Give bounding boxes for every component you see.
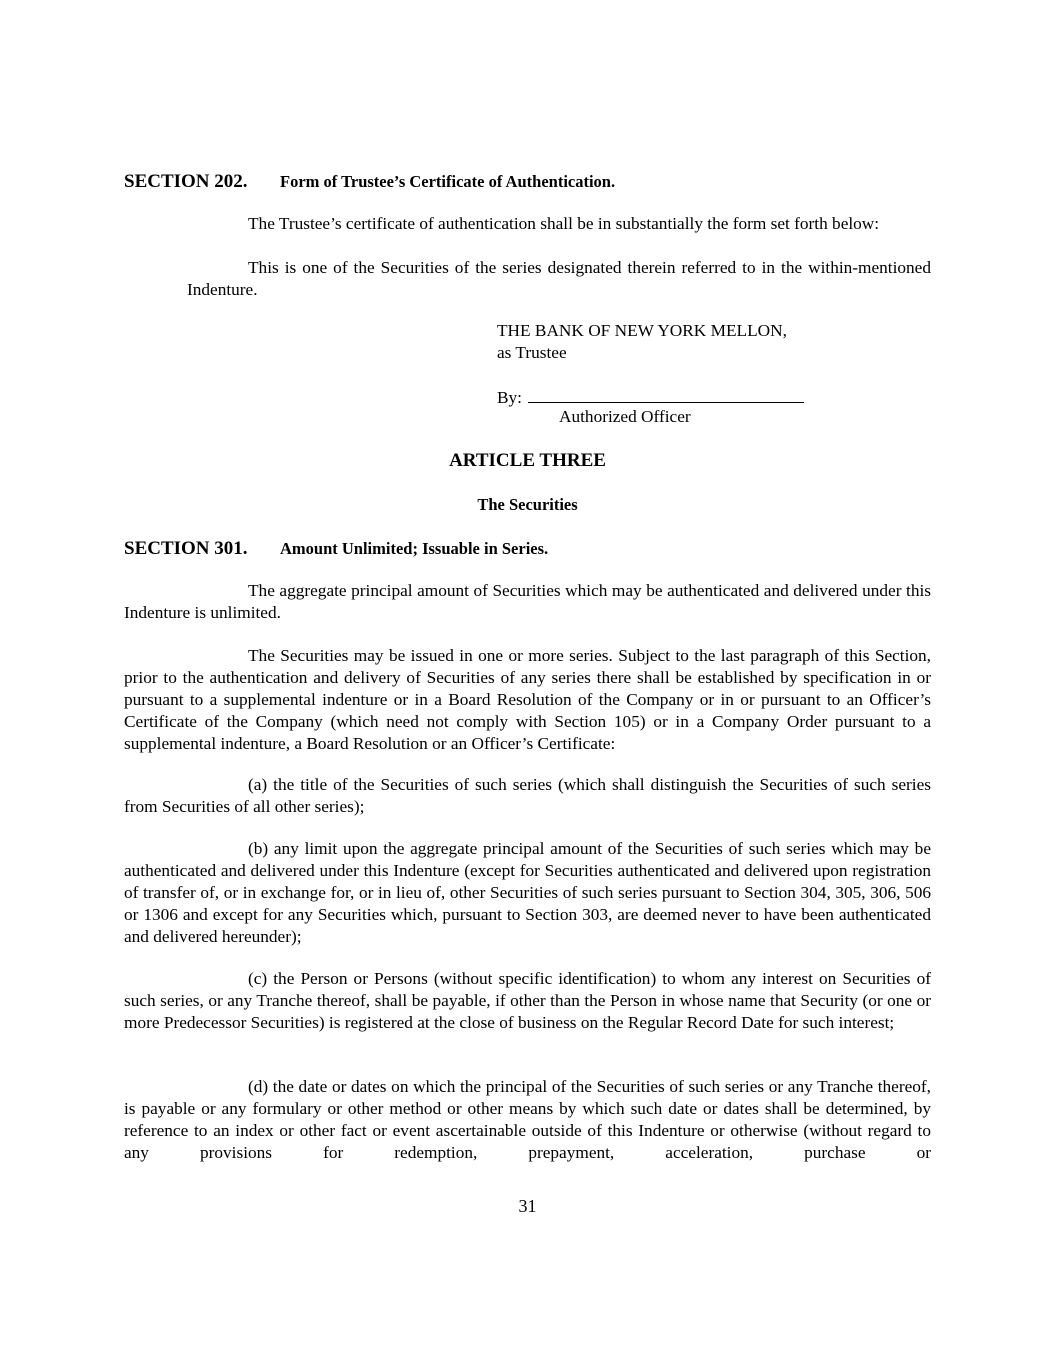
section-301-title: Amount Unlimited; Issuable in Series. bbox=[280, 539, 549, 558]
page-number: 31 bbox=[518, 1196, 537, 1216]
clause-c: (c) the Person or Persons (without specific identification) to whom any interest on Securities of such series, or any Tranche thereof, shall be payable, if other than the Person in whose name that Security (or one or more Predecessor Securities) is registered at the close of business on the Regular Record Date for such interest; bbox=[124, 969, 931, 1032]
trustee-name: THE BANK OF NEW YORK MELLON, bbox=[497, 321, 787, 340]
article-title: ARTICLE THREE bbox=[449, 450, 606, 471]
section-202-paragraph-2: This is one of the Securities of the series designated therein referred to in the within-mentioned Indenture. bbox=[187, 258, 931, 299]
article-subtitle: The Securities bbox=[477, 495, 578, 514]
clause-a: (a) the title of the Securities of such series (which shall distinguish the Securities of such series from Securities of all other series); bbox=[124, 775, 931, 816]
by-label: By: bbox=[497, 388, 522, 407]
section-301-paragraph: The aggregate principal amount of Securities which may be authenticated and delivered under this Indenture is unlimited. bbox=[124, 581, 931, 622]
section-301-paragraph: The Securities may be issued in one or more series. Subject to the last paragraph of this Section, prior to the authentication and delivery of Securities of any series there shall be established by specification in or pursuant to a supplemental indenture or in a Board Resolution of the Company or in or pursuant to an Officer’s Certificate of the Company (which need not comply with Section 105) or in a Company Order pursuant to a supplemental indenture, a Board Resolution or an Officer’s Certificate: bbox=[124, 646, 931, 753]
section-301-heading bbox=[124, 538, 548, 560]
signature-line bbox=[528, 385, 804, 403]
section-202-heading bbox=[124, 171, 615, 193]
section-202-paragraph-1: The Trustee’s certificate of authentication shall be in substantially the form set forth below: bbox=[248, 214, 880, 233]
section-202-title: Form of Trustee’s Certificate of Authentication. bbox=[280, 172, 616, 191]
trustee-role: as Trustee bbox=[497, 343, 567, 362]
clause-b: (b) any limit upon the aggregate principal amount of the Securities of such series which may be authenticated and delivered under this Indenture (except for Securities authenticated and delivered upon registration of transfer of, or in exchange for, or in lieu of, other Securities of such series pursuant to Section 304, 305, 306, 506 or 1306 and except for any Securities which, pursuant to Section 303, are deemed never to have been authenticated and delivered hereunder); bbox=[124, 839, 931, 946]
signer-title: Authorized Officer bbox=[559, 407, 691, 426]
clause-d: (d) the date or dates on which the principal of the Securities of such series or any Tranche thereof, is payable or any formulary or other method or other means by which such date or dates shall be determined, by reference to an index or other fact or event ascertainable outside of this Indenture or otherwise (without regard to any provisions for redemption, prepayment, acceleration, purchase or bbox=[124, 1077, 931, 1162]
section-301-number: SECTION 301. bbox=[124, 538, 248, 559]
section-202-number: SECTION 202. bbox=[124, 171, 248, 192]
